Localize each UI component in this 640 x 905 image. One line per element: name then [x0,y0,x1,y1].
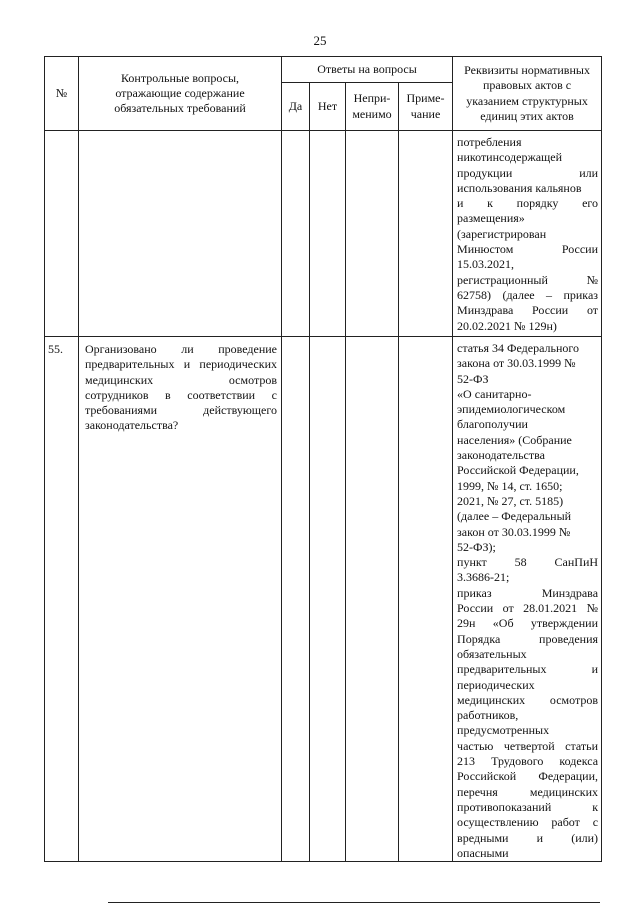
requisites-line: «О санитарно- [457,386,532,401]
requisites-line: использования кальянов [457,180,582,195]
question-line: Организовано ли проведение [85,342,277,356]
requisites-line: работников, [457,708,519,723]
requisites-line: 52-ФЗ [457,371,489,386]
requisites-line: 20.02.2021 № 129н) [457,318,557,333]
requisites-line: осуществлению работ с [457,815,599,830]
question-line: предварительных и периодических [85,357,277,372]
requisites-line: 62758) (далее – приказ [457,287,599,302]
header-na-line: Непри- [353,91,391,106]
header-requisites-line: Реквизиты нормативных [464,62,590,77]
requisites-line: пункт 58 СанПиН [457,555,599,570]
requisites-line: Российской Федерации, [457,463,579,478]
header-na-line: менимо [352,106,392,121]
requisites-line: благополучии [457,417,528,432]
cell-na [346,337,399,862]
header-note-line: Приме- [406,91,445,106]
header-questions-line: отражающие содержание [115,85,245,100]
cell-note [399,131,453,337]
requisites-line: периодических [457,677,535,692]
requisites-line: противопоказаний к [457,799,599,814]
cell-na [346,131,399,337]
question-line: медицинских осмотров [85,372,277,387]
question-line: сотрудников в соответствии с [85,387,277,402]
requisites-line: предусмотренных [457,723,550,738]
header-questions-line: Контрольные вопросы, [120,70,240,85]
table-row-continued [45,131,602,337]
cell-yes [282,131,310,337]
requisites-line: Минздрава России от [457,303,599,318]
requisites-line: медицинских осмотров [457,692,599,707]
cell-num: 55. [45,337,79,862]
header-row-top [45,57,602,83]
requisites-line: (далее – Федеральный [457,509,572,524]
requisites-line: 29н «Об утверждении [457,616,599,631]
header-requisites-line: правовых актов с [482,78,572,93]
cell-note [399,337,453,862]
requisites-line: (зарегистрирован [457,226,547,241]
header-num: № [45,57,79,131]
header-answers: Ответы на вопросы [282,57,453,83]
requisites-line: никотинсодержащей [457,150,563,165]
cell-yes [282,337,310,862]
table-row-55 [45,337,602,862]
header-requisites-line: указанием структурных [466,93,588,108]
requisites-line: закон от 30.03.1999 № [457,524,571,539]
cell-num-empty [45,131,79,337]
cell-no [310,337,346,862]
header-questions-line: обязательных требований [114,101,246,116]
header-no: Нет [310,83,346,131]
header-questions [79,57,282,131]
requisites-line: 1999, № 14, ст. 1650; [457,478,563,493]
requisites-line: Российской Федерации, [457,769,599,784]
requisites-line: 15.03.2021, [457,257,515,272]
requisites-line: частью четвертой статьи [457,738,599,753]
requisites-line: и к порядку его [457,196,599,211]
header-yes: Да [282,83,310,131]
requisites-line: статья 34 Федерального [457,341,580,355]
requisites-line: России от 28.01.2021 № [457,601,599,616]
header-note [399,83,453,131]
header-note-line: чание [410,106,441,121]
requirements-table [44,56,602,862]
requisites-line: Порядка проведения [457,631,599,646]
requisites-line: продукции или [457,165,599,180]
question-line: требованиями действующего [85,403,277,418]
cell-requisites [453,131,602,337]
requisites-line: перечня медицинских [457,784,599,799]
cell-requisites [453,337,602,862]
requisites-line: потребления [457,135,522,149]
requisites-line: населения» (Собрание [457,432,572,447]
requisites-line: закона от 30.03.1999 № [457,356,576,371]
requisites-line: размещения» [457,211,525,226]
requisites-line: предварительных и [457,662,599,677]
requisites-line: Минюстом России [457,242,599,257]
page-number: 25 [313,33,327,48]
requisites-line: 52-ФЗ); [457,539,496,554]
requisites-line: 213 Трудового кодекса [457,754,599,769]
question-line: законодательства? [85,418,179,433]
header-requisites [453,57,602,131]
requisites-line: приказ Минздрава [457,585,599,600]
header-na [346,83,399,131]
cell-no [310,131,346,337]
requisites-line: 2021, № 27, ст. 5185) [457,493,564,508]
requisites-line: законодательства [457,448,545,463]
requisites-line: вредными и (или) [457,830,599,845]
header-requisites-line: единиц этих актов [480,108,574,123]
cell-question-empty [79,131,282,337]
requisites-line: обязательных [457,646,527,661]
bottom-rule [108,902,600,903]
requisites-line: регистрационный № [457,272,599,287]
cell-question [79,337,282,862]
requisites-line: опасными [457,845,509,860]
requisites-line: 3.3686-21; [457,570,510,585]
requisites-line: эпидемиологическом [457,402,566,417]
